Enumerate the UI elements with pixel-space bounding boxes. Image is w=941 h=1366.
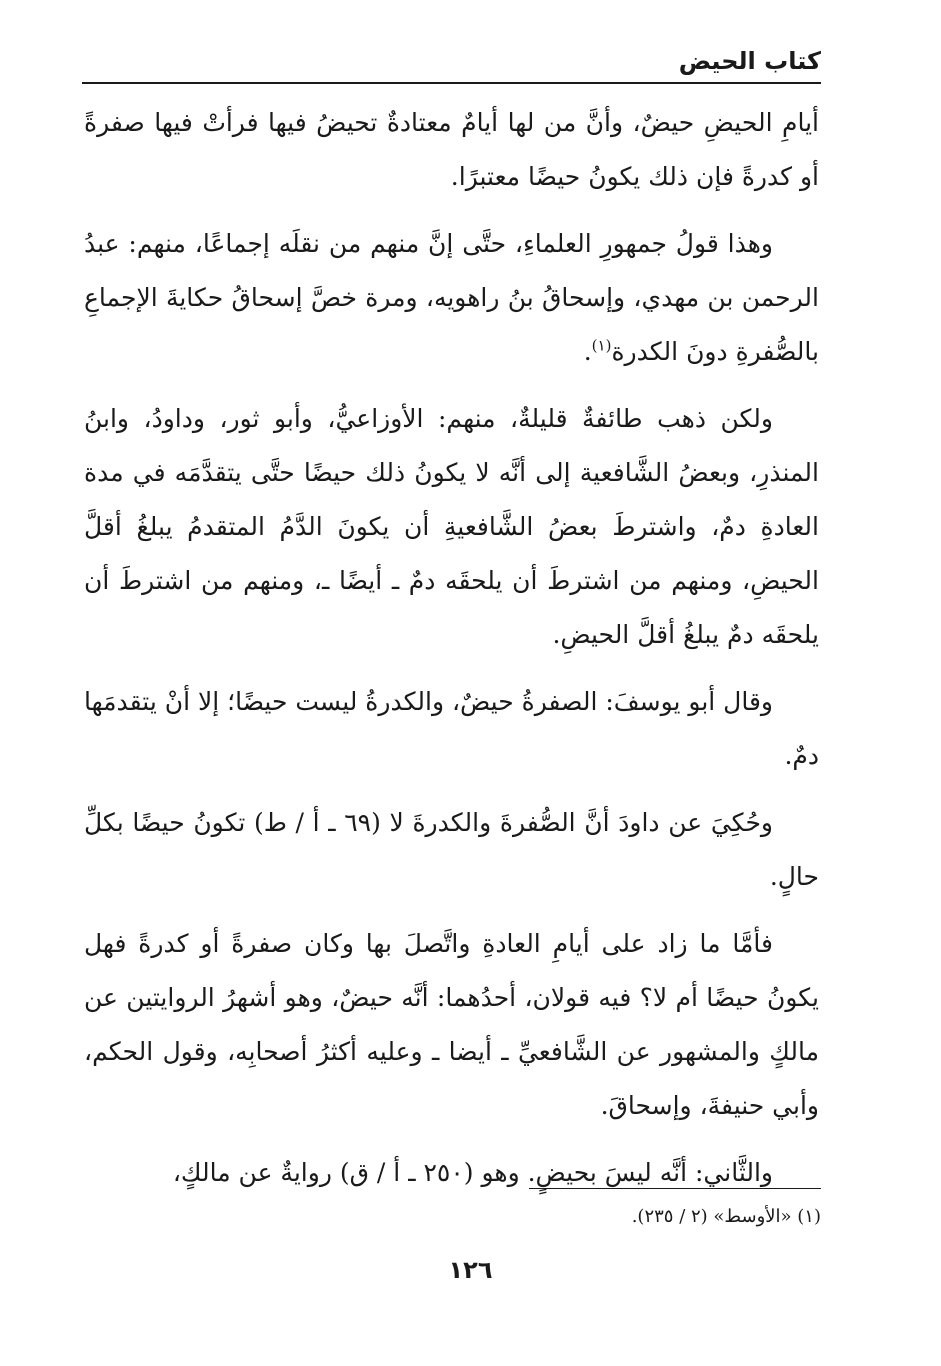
footnote-marker[interactable]: (١): [591, 336, 612, 355]
footnote: (١) «الأوسط» (٢ / ٢٣٥).: [631, 1206, 821, 1227]
paragraph: والثَّاني: أنَّه ليسَ بحيضٍ. وهو (٢٥٠ ـ أ / ق) روايةٌ عن مالكٍ،: [172, 1158, 773, 1187]
running-header: كتاب الحيض: [678, 47, 821, 75]
paragraph: [84, 217, 819, 379]
paragraph: أيامِ الحيضِ حيضٌ، وأنَّ من لها أيامٌ معتادةٌ تحيضُ فيها فرأتْ فيها صفرةً أو كدرةً فإن ذلك يكونُ حيضًا معتبرًا.: [84, 108, 819, 191]
footnote-rule: [529, 1188, 821, 1189]
paragraph: فأمَّا ما زاد على أيامِ العادةِ واتَّصلَ بها وكان صفرةً أو كدرةً فهل يكونُ حيضًا أم لا؟ فيه قولان، أحدُهما: أنَّه حيضٌ، وهو أشهرُ الروايتين عن مالكٍ والمشهور عن الشَّافعيِّ ـ أيضا ـ وعليه أكثرُ أصحابِه، وقول الحكم، وأبي حنيفةَ، وإسحاقَ.: [84, 929, 819, 1120]
paragraph: ولكن ذهب طائفةٌ قليلةٌ، منهم: الأوزاعيُّ، وأبو ثور، وداودُ، وابنُ المنذرِ، وبعضُ الشَّافعية إلى أنَّه لا يكونُ ذلك حيضًا حتَّى يتقدَّمَه في مدة العادةِ دمٌ، واشترطَ بعضُ الشَّافعيةِ أن يكونَ الدَّمُ المتقدمُ يبلغُ أقلَّ الحيضِ، ومنهم من اشترطَ أن يلحقَه دمٌ ـ أيضًا ـ، ومنهم من اشترطَ أن يلحقَه دمٌ يبلغُ أقلَّ الحيضِ.: [84, 404, 819, 649]
paragraph-text: وهذا قولُ جمهورِ العلماءِ، حتَّى إنَّ منهم من نقلَه إجماعًا، منهم: عبدُ الرحمن بن مهدي، وإسحاقُ بنُ راهويه، ومرة خصَّ إسحاقُ حكايةَ الإجماعِ بالصُّفرةِ دونَ الكدرة: [84, 229, 819, 366]
header-rule: [82, 82, 821, 84]
paragraph: وحُكِيَ عن داودَ أنَّ الصُّفرةَ والكدرةَ لا (٦٩ ـ أ / ط) تكونُ حيضًا بكلِّ حالٍ.: [84, 808, 819, 891]
paragraph-end: .: [583, 337, 592, 366]
paragraph: وقال أبو يوسفَ: الصفرةُ حيضٌ، والكدرةُ ليست حيضًا؛ إلا أنْ يتقدمَها دمٌ.: [84, 687, 819, 770]
main-text: [84, 96, 819, 1213]
page-number: ١٢٦: [448, 1256, 493, 1284]
